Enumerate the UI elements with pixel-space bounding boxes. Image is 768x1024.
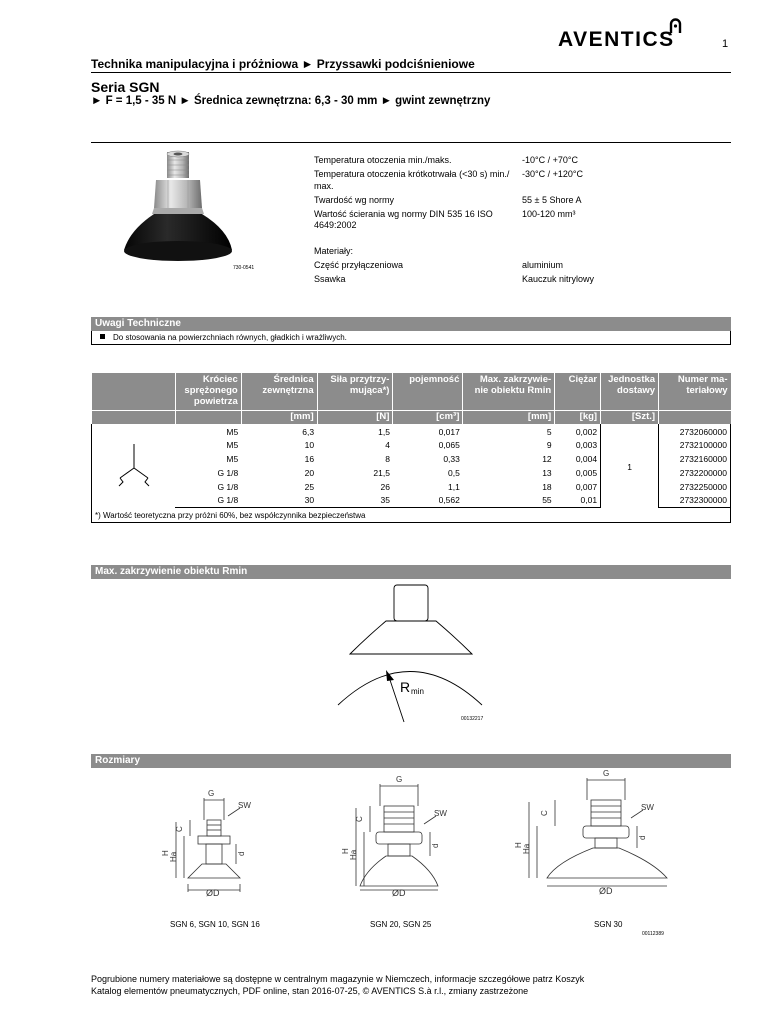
rmin-label-min: min: [411, 687, 424, 696]
curvature-diagram: [330, 580, 500, 725]
dimension-drawing-small: [150, 786, 270, 902]
page-title: Seria SGN: [91, 79, 160, 95]
cell-weight: 0,005: [575, 467, 598, 478]
label-c: C: [175, 826, 184, 832]
label-h: H: [161, 850, 170, 856]
dimension-drawing-large: [515, 766, 675, 902]
materials-label-row: [314, 246, 714, 257]
unit-cell: [mm]: [463, 410, 555, 423]
label-sw: SW: [434, 809, 447, 818]
label-h: H: [341, 848, 350, 854]
property-key: Temperatura otoczenia min./maks.: [314, 155, 452, 165]
footer-line: Pogrubione numery materiałowe są dostępne w centralnym magazynie w Niemczech, informacje szczegółowe patrz Koszyk: [91, 974, 585, 984]
material-row: [314, 260, 714, 271]
properties-list: [314, 155, 714, 288]
col-header-weight: Ciężar: [555, 373, 601, 410]
cell-rmin: 9: [546, 439, 552, 450]
header-divider: [91, 72, 731, 73]
breadcrumb: Technika manipulacyjna i próżniowa ► Przyssawki podciśnieniowe: [91, 57, 475, 71]
material-key: Ssawka: [314, 274, 346, 284]
property-key: Wartość ścierania wg normy DIN 535 16 ISO 4649:2002: [314, 209, 493, 231]
table-footnote-row: [92, 508, 731, 523]
col-header-diameter: Średnica zewnętrzna: [241, 373, 317, 410]
cell-rmin: 5: [546, 426, 552, 437]
cell-part-number: 2732250000: [659, 480, 731, 494]
cell-port: G 1/8: [217, 467, 239, 478]
cell-diameter: 20: [304, 467, 315, 478]
cell-port: M5: [226, 426, 239, 437]
cell-delivery-unit: 1: [601, 424, 659, 508]
label-c: C: [540, 810, 549, 816]
property-value: -10°C / +70°C: [522, 155, 578, 165]
curvature-header: Max. zakrzywienie obiektu Rmin: [91, 565, 731, 579]
label-g: G: [208, 789, 215, 798]
label-d: d: [431, 843, 440, 848]
drawing-caption: SGN 6, SGN 10, SGN 16: [170, 920, 260, 929]
unit-cell: [mm]: [241, 410, 317, 423]
cell-force: 8: [385, 453, 390, 464]
unit-cell: [Szt.]: [601, 410, 659, 423]
label-sw: SW: [238, 801, 251, 810]
footer-line: Katalog elementów pneumatycznych, PDF online, stan 2016-07-25, © AVENTICS S.à r.l., zmiany zastrzeżone: [91, 986, 529, 996]
cell-part-number: 2732200000: [659, 466, 731, 480]
label-sw: SW: [641, 803, 654, 812]
unit-cell: [659, 410, 731, 423]
cell-diameter: 25: [304, 481, 315, 492]
cell-volume: 0,33: [443, 453, 460, 464]
rmin-label-r: R: [400, 679, 411, 695]
drawing-caption: SGN 30: [594, 920, 623, 929]
property-value: 100-120 mm³: [522, 209, 576, 219]
label-g: G: [603, 769, 610, 778]
col-header-delivery: Jednostka dostawy: [601, 373, 659, 410]
unit-cell: [N]: [317, 410, 393, 423]
page-footer: [91, 973, 584, 997]
property-value: 55 ± 5 Shore A: [522, 194, 582, 205]
label-g: G: [396, 775, 403, 784]
dimension-drawing-medium: [340, 772, 460, 902]
cell-force: 35: [317, 494, 393, 508]
cell-part-number: 2732160000: [659, 452, 731, 466]
table-row: [92, 424, 731, 438]
unit-cell: [175, 410, 241, 423]
col-header-force: Siła przytrzy-mująca*): [317, 373, 393, 410]
cell-force: 4: [385, 439, 390, 450]
table-header-row: [92, 373, 731, 410]
cell-rmin: 13: [542, 467, 552, 478]
label-od: ØD: [206, 888, 220, 898]
photo-code: 730-0541: [233, 265, 255, 271]
title-divider: [91, 142, 731, 143]
cell-port: M5: [226, 453, 239, 464]
unit-cell: [cm³]: [393, 410, 463, 423]
property-row: [314, 169, 714, 192]
unit-cell: [92, 410, 176, 423]
cell-diameter: 16: [304, 453, 315, 464]
label-d: d: [638, 835, 647, 840]
col-header-rmin: Max. zakrzywie-nie obiektu Rmin: [463, 373, 555, 410]
property-value: -30°C / +120°C: [522, 169, 583, 180]
label-od: ØD: [599, 886, 613, 896]
table-units-row: [92, 410, 731, 423]
cell-weight: 0,01: [555, 494, 601, 508]
label-d: d: [237, 851, 246, 856]
product-photo: [120, 150, 240, 270]
table-footnote: *) Wartość teoretyczna przy próżni 60%, bez współczynnika bezpieczeństwa: [92, 508, 731, 523]
property-row: [314, 155, 714, 166]
col-header-part-number: Numer ma-teriałowy: [659, 373, 731, 410]
col-header-volume: pojemność: [393, 373, 463, 410]
drawing-caption: SGN 20, SGN 25: [370, 920, 432, 929]
cell-force: 21,5: [373, 467, 390, 478]
cell-volume: 0,017: [438, 426, 460, 437]
label-ha: Ha: [349, 849, 358, 860]
symbol-cell: [92, 424, 176, 508]
cell-rmin: 55: [463, 494, 555, 508]
cell-part-number: 2732060000: [659, 424, 731, 438]
unit-cell: [kg]: [555, 410, 601, 423]
cell-weight: 0,003: [575, 439, 598, 450]
notes-box: [91, 331, 731, 345]
notes-header: Uwagi Techniczne: [91, 317, 731, 331]
spec-table: [91, 373, 731, 523]
bullet-icon: [100, 334, 105, 339]
property-key: Twardość wg normy: [314, 194, 395, 205]
cell-part-number: 2732100000: [659, 438, 731, 452]
cell-force: 1,5: [378, 426, 390, 437]
property-key: Temperatura otoczenia krótkotrwała (<30 s) min./ max.: [314, 169, 510, 191]
property-row: [314, 209, 714, 232]
brand-logo: AVENTICS: [558, 28, 675, 51]
materials-label: Materiały:: [314, 245, 354, 256]
property-row: [314, 195, 714, 206]
cell-rmin: 12: [542, 453, 552, 464]
material-value: aluminium: [522, 259, 564, 270]
cell-port: G 1/8: [217, 481, 239, 492]
cell-weight: 0,004: [575, 453, 598, 464]
cell-weight: 0,007: [575, 481, 598, 492]
cell-port: M5: [226, 439, 239, 450]
material-row: [314, 274, 714, 285]
cell-diameter: 30: [241, 494, 317, 508]
cell-diameter: 6,3: [302, 426, 315, 437]
material-value: Kauczuk nitrylowy: [522, 274, 595, 284]
page-number: 1: [722, 38, 729, 50]
label-od: ØD: [392, 888, 406, 898]
label-ha: Ha: [522, 843, 531, 854]
cell-volume: 0,065: [438, 439, 460, 450]
suction-cup-symbol-icon: [114, 438, 154, 494]
logo-mark-icon: [669, 18, 682, 34]
cell-port: G 1/8: [175, 494, 241, 508]
col-header-symbol: [92, 373, 176, 410]
material-key: Część przyłączeniowa: [314, 259, 404, 270]
dimensions-code: 00112389: [642, 931, 664, 937]
cell-rmin: 18: [542, 481, 552, 492]
curvature-code: 00132217: [461, 716, 484, 722]
note-item: Do stosowania na powierzchniach równych, gładkich i wrażliwych.: [113, 333, 347, 342]
dimensions-header: Rozmiary: [91, 754, 731, 768]
cell-volume: 0,562: [393, 494, 463, 508]
label-ha: Ha: [169, 851, 178, 862]
cell-weight: 0,002: [575, 426, 598, 437]
page-subtitle: ► F = 1,5 - 35 N ► Średnica zewnętrzna: 6,3 - 30 mm ► gwint zewnętrzny: [91, 95, 491, 107]
cell-part-number: 2732300000: [659, 494, 731, 508]
col-header-port: Króciec sprężonego powietrza: [175, 373, 241, 410]
cell-volume: 1,1: [448, 481, 460, 492]
cell-force: 26: [380, 481, 390, 492]
cell-diameter: 10: [304, 439, 315, 450]
label-c: C: [355, 816, 364, 822]
label-h: H: [514, 842, 523, 848]
cell-volume: 0,5: [448, 467, 460, 478]
